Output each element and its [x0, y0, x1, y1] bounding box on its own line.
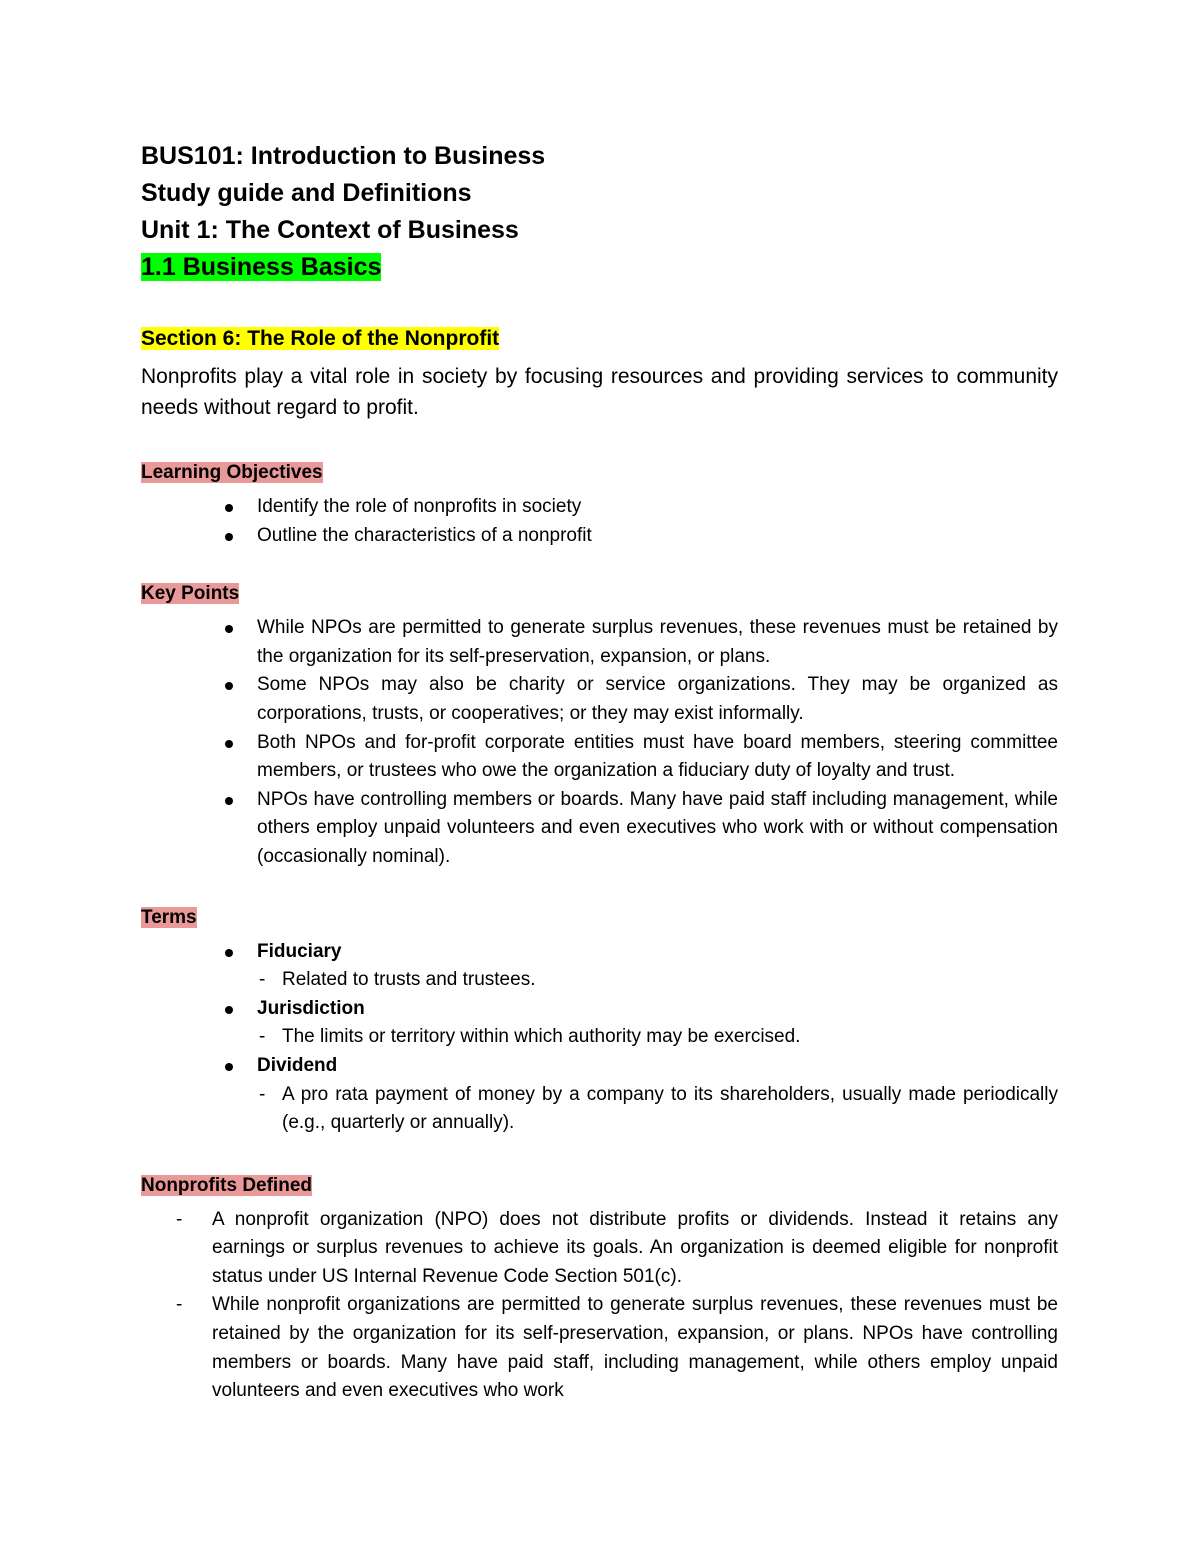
nonprofits-defined-heading: Nonprofits Defined: [141, 1174, 312, 1196]
learning-objectives-list: [141, 493, 1058, 550]
list-item-text: A nonprofit organization (NPO) does not distribute profits or dividends. Instead it retains any earnings or surplus revenues to achieve its goals. An organization is deemed eligible for nonprofit status under US Internal Revenue Code Section 501(c).: [212, 1208, 1058, 1287]
list-item: [257, 729, 1058, 786]
bullet-icon: [225, 797, 233, 805]
dash-icon: -: [259, 969, 266, 991]
bullet-icon: [225, 504, 233, 512]
term-definition: [257, 1023, 1058, 1052]
unit-title: Unit 1: The Context of Business: [141, 216, 519, 244]
dash-icon: -: [176, 1294, 183, 1316]
terms-heading-line: [141, 906, 1058, 930]
key-points-list: [141, 614, 1058, 871]
term-name: Jurisdiction: [257, 997, 365, 1019]
learning-objectives-heading: Learning Objectives: [141, 462, 323, 483]
topic-title-line: [141, 249, 1058, 286]
bullet-icon: [225, 533, 233, 541]
dash-icon: -: [176, 1208, 183, 1230]
learning-objectives-heading-line: [141, 461, 1058, 485]
term-item: [257, 995, 1058, 1052]
bullet-icon: [225, 625, 233, 633]
bullet-icon: [225, 682, 233, 690]
term-definition: [257, 1081, 1058, 1138]
section-title: Section 6: The Role of the Nonprofit: [141, 327, 500, 350]
term-definition: [257, 966, 1058, 995]
guide-title: Study guide and Definitions: [141, 179, 472, 207]
list-item: [257, 786, 1058, 872]
list-item: [257, 614, 1058, 671]
term-definition-text: Related to trusts and trustees.: [282, 969, 536, 991]
bullet-icon: [225, 1006, 233, 1014]
key-points-heading: Key Points: [141, 583, 240, 605]
bullet-icon: [225, 949, 233, 957]
dash-icon: -: [259, 1026, 266, 1048]
course-title: BUS101: Introduction to Business: [141, 142, 546, 170]
list-item-text: Both NPOs and for-profit corporate entities must have board members, steering committee members, or trustees who owe the organization a fiduciary duty of loyalty and trust.: [257, 731, 1058, 782]
list-item-text: Some NPOs may also be charity or service organizations. They may be organized as corporations, trusts, or cooperatives; or they may exist informally.: [257, 674, 1058, 724]
dash-icon: -: [259, 1083, 266, 1105]
list-item: [176, 1206, 1058, 1292]
list-item-text: While nonprofit organizations are permitted to generate surplus revenues, these revenues must be retained by the organization for its self-preservation, expansion, or plans. NPOs have controlling members or boards. Many have paid staff, including management, while others employ unpaid volunteers and even executives who work: [212, 1294, 1058, 1402]
list-item: [257, 522, 1058, 551]
list-item: [176, 1291, 1058, 1405]
list-item: [257, 493, 1058, 522]
topic-title: 1.1 Business Basics: [141, 253, 382, 281]
term-name: Dividend: [257, 1054, 338, 1076]
term-item: [257, 1052, 1058, 1138]
list-item-text: While NPOs are permitted to generate surplus revenues, these revenues must be retained by the organization for its self-preservation, expansion, or plans.: [257, 617, 1058, 667]
list-item-text: Outline the characteristics of a nonprofit: [257, 524, 592, 546]
term-item: [257, 938, 1058, 995]
section-intro: Nonprofits play a vital role in society by focusing resources and providing services to community needs without regard to profit.: [141, 365, 1058, 419]
nonprofits-defined-heading-line: [141, 1174, 1058, 1198]
nonprofits-defined-list: [141, 1206, 1058, 1406]
terms-heading: Terms: [141, 906, 197, 928]
key-points-heading-line: [141, 582, 1058, 606]
bullet-icon: [225, 1063, 233, 1071]
document-page: [141, 138, 1058, 1406]
list-item-text: NPOs have controlling members or boards. Many have paid staff including management, while others employ unpaid volunteers and even executives who work with or without compensation (occasionally nominal).: [257, 788, 1058, 867]
terms-list: [141, 938, 1058, 1138]
list-item: [257, 671, 1058, 728]
section-title-line: [141, 325, 1058, 353]
term-name: Fiduciary: [257, 940, 342, 962]
term-definition-text: The limits or territory within which authority may be exercised.: [282, 1026, 801, 1048]
list-item-text: Identify the role of nonprofits in society: [257, 496, 582, 517]
term-definition-text: A pro rata payment of money by a company to its shareholders, usually made periodically (e.g., quarterly or annually).: [282, 1083, 1058, 1134]
bullet-icon: [225, 740, 233, 748]
document-header: [141, 138, 1058, 286]
